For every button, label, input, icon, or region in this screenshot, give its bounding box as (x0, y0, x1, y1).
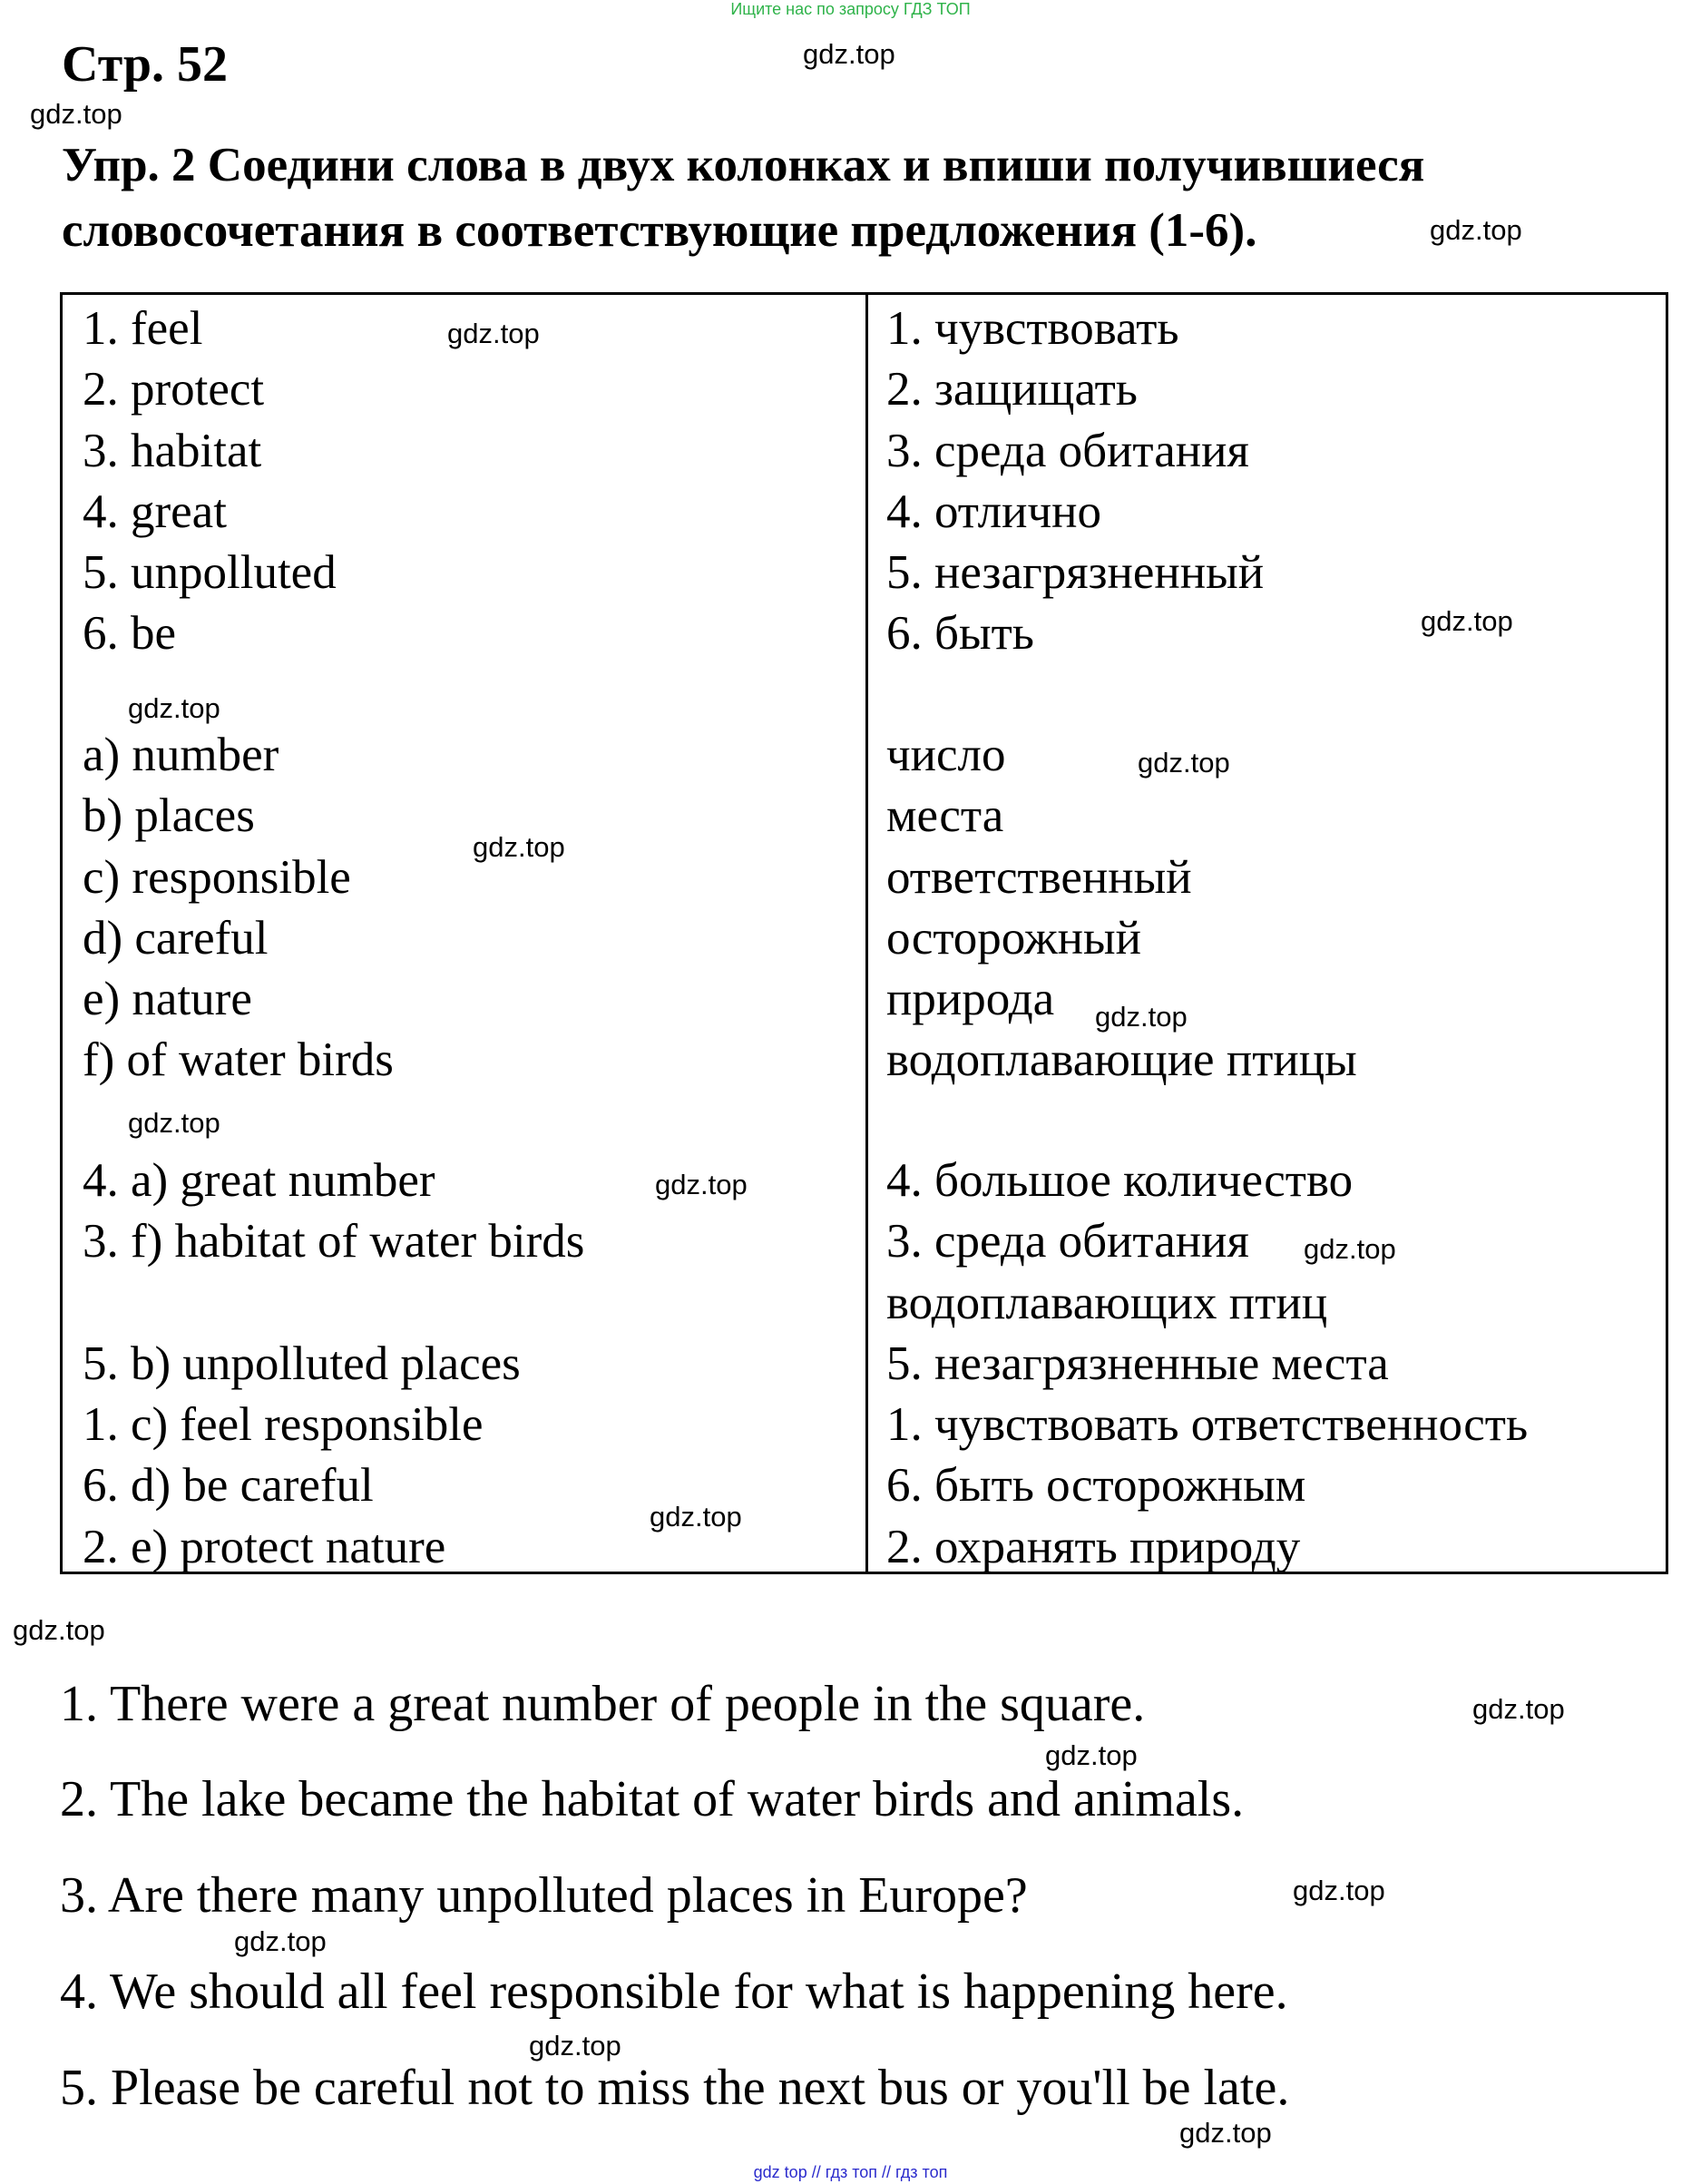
russian-word: 2. защищать (886, 363, 1138, 416)
russian-word: 4. отлично (886, 485, 1101, 538)
top-banner[interactable]: Ищите нас по запросу ГДЗ ТОП (730, 0, 971, 18)
russian-complement: природа (886, 973, 1055, 1026)
english-phrase: 5. b) unpolluted places (83, 1337, 521, 1390)
english-word: 6. be (83, 607, 177, 661)
watermark: gdz.top (128, 692, 220, 724)
english-phrase: 3. f) habitat of water birds (83, 1215, 585, 1268)
watermark: gdz.top (1095, 1001, 1188, 1033)
russian-phrases-group (886, 1151, 1528, 1578)
sentence: 2. The lake became the habitat of water birds and animals. (60, 1771, 1245, 1827)
watermark: gdz.top (1421, 605, 1513, 637)
watermark: gdz.top (529, 2030, 621, 2062)
watermark: gdz.top (803, 38, 895, 70)
english-complement: a) number (83, 729, 279, 781)
watermark: gdz.top (13, 1614, 105, 1646)
english-word: 4. great (83, 485, 227, 538)
russian-phrase: водоплавающих птиц (886, 1276, 1328, 1329)
watermark: gdz.top (1045, 1739, 1138, 1771)
sentence: 5. Please be careful not to miss the next bus or you'll be late. (60, 2060, 1290, 2116)
watermark: gdz.top (1430, 214, 1522, 246)
english-phrase-blank (83, 1273, 584, 1334)
english-phrase: 6. d) be careful (83, 1459, 374, 1513)
column-divider (865, 295, 868, 1572)
watermark: gdz.top (1472, 1693, 1565, 1725)
russian-phrase: 5. незагрязненные места (886, 1337, 1389, 1390)
page-title: Стр. 52 (62, 36, 229, 93)
russian-word: 6. быть (886, 607, 1034, 661)
watermark: gdz.top (1304, 1233, 1396, 1265)
watermark: gdz.top (447, 318, 540, 349)
russian-words-group (886, 299, 1264, 665)
russian-phrase: 1. чувствовать ответственность (886, 1398, 1529, 1452)
english-words-group (83, 299, 337, 665)
russian-complement: водоплавающие птицы (886, 1033, 1357, 1087)
english-complement: e) nature (83, 973, 252, 1026)
watermark: gdz.top (473, 831, 565, 863)
russian-phrase: 4. большое количество (886, 1154, 1354, 1207)
russian-word: 5. незагрязненный (886, 546, 1265, 600)
watermark: gdz.top (655, 1169, 748, 1200)
russian-complement: осторожный (886, 911, 1141, 965)
russian-complement: число (886, 729, 1006, 781)
russian-complement: ответственный (886, 850, 1192, 904)
russian-phrase: 6. быть осторожным (886, 1459, 1306, 1513)
english-complements-group (83, 725, 394, 1092)
watermark: gdz.top (234, 1925, 327, 1957)
english-phrase: 2. e) protect nature (83, 1520, 446, 1573)
russian-phrase: 3. среда обитания (886, 1215, 1249, 1268)
russian-complement: места (886, 789, 1004, 843)
russian-word: 3. среда обитания (886, 424, 1249, 477)
english-phrases-group (83, 1151, 584, 1578)
watermark: gdz.top (128, 1107, 220, 1139)
english-complement: d) careful (83, 911, 269, 965)
russian-complements-group (886, 725, 1357, 1092)
english-complement: b) places (83, 789, 255, 843)
english-word: 5. unpolluted (83, 546, 337, 600)
task-title: Упр. 2 Соедини слова в двух колонках и впиши получившиеся словосочетания в соответствующие предложения (1-6). (62, 139, 1425, 257)
sentence: 3. Are there many unpolluted places in Europe? (60, 1867, 1028, 1924)
english-complement: f) of water birds (83, 1033, 394, 1087)
watermark: gdz.top (1179, 2117, 1272, 2149)
english-complement: c) responsible (83, 850, 351, 904)
watermark: gdz.top (1138, 747, 1230, 779)
exercise-table (60, 292, 1668, 1574)
sentence: 1. There were a great number of people in the square. (60, 1676, 1146, 1732)
english-word: 3. habitat (83, 424, 262, 477)
watermark: gdz.top (30, 98, 122, 130)
russian-word: 1. чувствовать (886, 302, 1179, 355)
watermark: gdz.top (650, 1501, 742, 1533)
english-word: 2. protect (83, 363, 265, 416)
watermark: gdz.top (1293, 1875, 1385, 1906)
russian-phrase: 2. охранять природу (886, 1520, 1301, 1573)
footer-banner[interactable]: gdz top // гдз топ // гдз топ (753, 2163, 948, 2181)
english-word: 1. feel (83, 302, 203, 355)
english-phrase: 4. a) great number (83, 1154, 435, 1207)
sentence: 4. We should all feel responsible for what is happening here. (60, 1964, 1288, 2020)
english-phrase: 1. c) feel responsible (83, 1398, 484, 1452)
